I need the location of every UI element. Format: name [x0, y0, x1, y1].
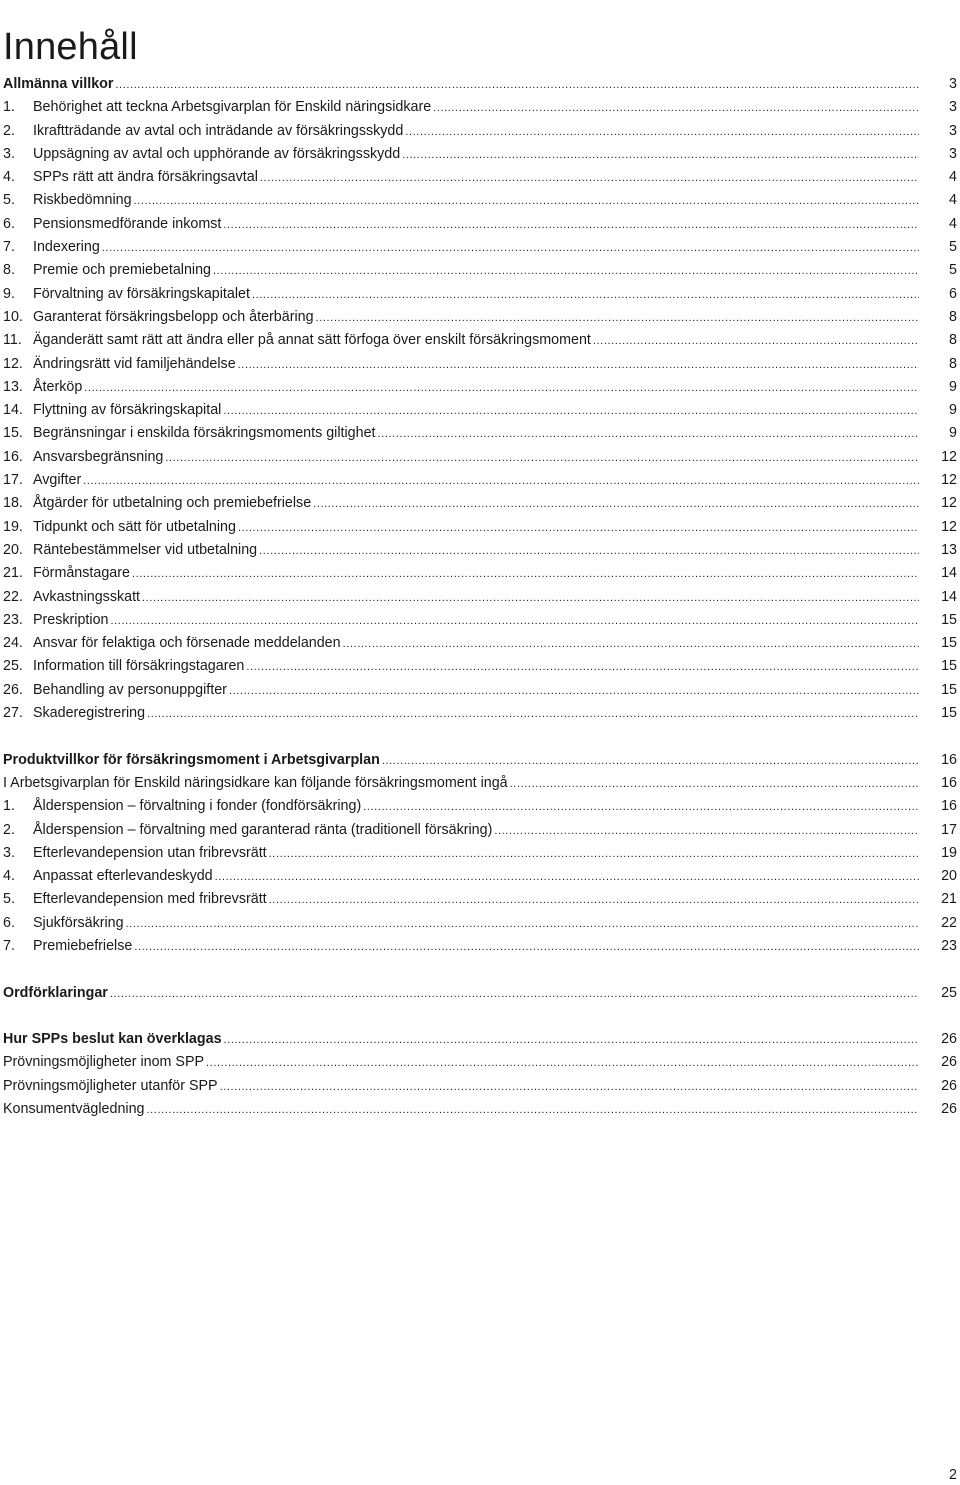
toc-page-number: 17 — [941, 821, 957, 838]
toc-entry-text — [3, 76, 113, 92]
toc-entry-number: 13. — [3, 378, 23, 395]
toc-entry-text — [3, 216, 221, 232]
toc-entry-label: Äganderätt samt rätt att ändra eller på annat sätt förfoga över enskilt försäkringsmoment — [33, 332, 591, 349]
page-number: 2 — [949, 1467, 957, 1483]
toc-entry[interactable] — [3, 356, 957, 379]
dot-leader — [147, 705, 919, 721]
toc-entry[interactable] — [3, 612, 957, 635]
toc-page-number: 5 — [949, 239, 957, 256]
dot-leader — [238, 356, 919, 372]
toc-entry[interactable] — [3, 542, 957, 565]
dot-leader — [433, 99, 919, 115]
dot-leader — [593, 332, 919, 348]
toc-entry[interactable] — [3, 635, 957, 658]
dot-leader — [146, 1101, 919, 1117]
dot-leader — [259, 542, 919, 558]
dot-leader — [378, 425, 919, 441]
dot-leader — [494, 822, 919, 838]
dot-leader — [402, 146, 919, 162]
toc-page-number: 14 — [941, 565, 957, 582]
toc-entry[interactable] — [3, 891, 957, 914]
toc-page-number: 26 — [941, 1054, 957, 1071]
dot-leader — [111, 612, 920, 628]
dot-leader — [229, 682, 919, 698]
toc-entry-label: Prövningsmöjligheter inom SPP — [3, 1054, 205, 1071]
dot-leader — [252, 286, 919, 302]
toc-entry-label: I Arbetsgivarplan för Enskild näringsidkare kan följande försäkringsmoment ingå — [3, 774, 508, 791]
toc-entry-number: 27. — [3, 705, 23, 722]
dot-leader — [134, 938, 919, 954]
toc-entry[interactable] — [3, 286, 957, 309]
toc-entry[interactable] — [3, 1054, 957, 1077]
toc-entry[interactable] — [3, 146, 957, 169]
dot-leader — [405, 123, 919, 139]
toc-entry-label: Preskription — [33, 611, 109, 628]
toc-entry[interactable] — [3, 589, 957, 612]
section-spacer — [3, 1008, 957, 1031]
toc-entry[interactable] — [3, 402, 957, 425]
section-spacer — [3, 728, 957, 751]
toc-entry-text — [3, 658, 244, 674]
toc-page-number: 8 — [949, 332, 957, 349]
toc-entry-label: Avgifter — [33, 472, 82, 489]
toc-entry[interactable] — [3, 798, 957, 821]
toc-entry[interactable] — [3, 99, 957, 122]
toc-entry[interactable] — [3, 239, 957, 262]
toc-entry-text — [3, 99, 431, 115]
dot-leader — [84, 379, 919, 395]
toc-page-number: 6 — [949, 285, 957, 302]
toc-entry[interactable] — [3, 192, 957, 215]
toc-section-heading[interactable] — [3, 752, 957, 775]
toc-entry-text — [3, 1031, 222, 1047]
toc-entry-text — [3, 705, 145, 721]
toc-entry[interactable] — [3, 658, 957, 681]
toc-entry-label: Ändringsrätt vid familjehändelse — [33, 355, 236, 372]
toc-entry-number: 3. — [3, 145, 15, 162]
toc-entry-label: Tidpunkt och sätt för utbetalning — [33, 518, 236, 535]
toc-entry-number: 21. — [3, 565, 23, 582]
toc-entry-number: 1. — [3, 99, 15, 116]
toc-entry-label: Premiebefrielse — [33, 937, 133, 954]
toc-entry[interactable] — [3, 868, 957, 891]
toc-entry-text — [3, 519, 236, 535]
toc-entry-text — [3, 192, 132, 208]
toc-entry[interactable] — [3, 379, 957, 402]
toc-entry-number: 4. — [3, 169, 15, 186]
dot-leader — [220, 1078, 919, 1094]
dot-leader — [238, 519, 919, 535]
toc-section-title: Hur SPPs beslut kan överklagas — [3, 1031, 222, 1048]
toc-entry[interactable] — [3, 775, 957, 798]
toc-entry[interactable] — [3, 915, 957, 938]
toc-entry-number: 26. — [3, 681, 23, 698]
dot-leader — [363, 798, 919, 814]
toc-entry-text — [3, 495, 311, 511]
toc-entry-label: Ansvar för felaktiga och försenade meddelanden — [33, 635, 341, 652]
toc-entry-number: 9. — [3, 285, 15, 302]
toc-section-heading[interactable] — [3, 76, 957, 99]
toc-entry[interactable] — [3, 262, 957, 285]
toc-entry-text — [3, 472, 81, 488]
toc-entry-text — [3, 123, 403, 139]
toc-entry[interactable] — [3, 216, 957, 239]
toc-entry-label: Riskbedömning — [33, 192, 132, 209]
toc-entry[interactable] — [3, 519, 957, 542]
dot-leader — [83, 472, 919, 488]
toc-page-number: 20 — [941, 868, 957, 885]
toc-entry-text — [3, 915, 124, 931]
toc-section-title: Produktvillkor för försäkringsmoment i Arbetsgivarplan — [3, 751, 380, 768]
toc-page-number: 4 — [949, 192, 957, 209]
toc-entry-text — [3, 542, 257, 558]
dot-leader — [313, 495, 919, 511]
toc-entry-text — [3, 402, 221, 418]
dot-leader — [110, 985, 919, 1001]
toc-entry-label: Förvaltning av försäkringskapitalet — [33, 285, 250, 302]
toc-entry-text — [3, 356, 236, 372]
page-title: Innehåll — [3, 26, 138, 69]
toc-page-number: 3 — [949, 122, 957, 139]
toc-page-number: 3 — [949, 99, 957, 116]
toc-page-number: 4 — [949, 215, 957, 232]
toc-page-number: 3 — [949, 145, 957, 162]
toc-page-number: 12 — [941, 518, 957, 535]
toc-entry-number: 17. — [3, 472, 23, 489]
toc-entry-label: SPPs rätt att ändra försäkringsavtal — [33, 169, 258, 186]
toc-entry-text — [3, 1054, 204, 1070]
toc-entry-text — [3, 425, 376, 441]
toc-entry-text — [3, 845, 267, 861]
toc-page-number: 15 — [941, 705, 957, 722]
toc-entry-text — [3, 309, 314, 325]
toc-page-number: 4 — [949, 169, 957, 186]
toc-page-number: 9 — [949, 378, 957, 395]
toc-entry-label: Efterlevandepension utan fribrevsrätt — [33, 844, 267, 861]
toc-entry-label: Anpassat efterlevandeskydd — [33, 868, 213, 885]
toc-entry-text — [3, 612, 109, 628]
toc-entry-number: 10. — [3, 308, 23, 325]
toc-entry-label: Skaderegistrering — [33, 705, 146, 722]
toc-entry-text — [3, 868, 213, 884]
dot-leader — [343, 635, 919, 651]
toc-entry-number: 7. — [3, 239, 15, 256]
dot-leader — [223, 402, 919, 418]
toc-entry-label: Förmånstagare — [33, 565, 130, 582]
toc-page-number: 15 — [941, 611, 957, 628]
toc-entry-text — [3, 589, 140, 605]
toc-section-title: Ordförklaringar — [3, 984, 108, 1001]
toc-entry-number: 7. — [3, 937, 15, 954]
toc-entry-number: 24. — [3, 635, 23, 652]
dot-leader — [142, 589, 919, 605]
toc-entry-text — [3, 565, 130, 581]
dot-leader — [126, 915, 919, 931]
dot-leader — [134, 192, 919, 208]
toc-entry[interactable] — [3, 169, 957, 192]
toc-entry-text — [3, 985, 108, 1001]
toc-entry-number: 22. — [3, 588, 23, 605]
toc-page-number: 12 — [941, 495, 957, 512]
toc-page-number: 15 — [941, 658, 957, 675]
toc-entry-label: Räntebestämmelser vid utbetalning — [33, 541, 258, 558]
toc-entry-label: Behandling av personuppgifter — [33, 681, 227, 698]
toc-page-number: 12 — [941, 472, 957, 489]
toc-entry-text — [3, 938, 132, 954]
toc-entry-number: 14. — [3, 402, 23, 419]
toc-entry-number: 12. — [3, 355, 23, 372]
dot-leader — [316, 309, 919, 325]
dot-leader — [206, 1054, 919, 1070]
toc-entry-text — [3, 1101, 144, 1117]
toc-entry-text — [3, 286, 250, 302]
toc-entry-number: 4. — [3, 868, 15, 885]
toc-entry-label: Prövningsmöjligheter utanför SPP — [3, 1077, 218, 1094]
toc-entry-label: Återköp — [33, 378, 83, 395]
toc-entry-number: 25. — [3, 658, 23, 675]
toc-section-heading[interactable] — [3, 1031, 957, 1054]
toc-section-title: Allmänna villkor — [3, 76, 114, 92]
toc-page-number: 16 — [941, 798, 957, 815]
toc-entry-text — [3, 822, 492, 838]
dot-leader — [213, 262, 919, 278]
toc-entry-label: Indexering — [33, 239, 100, 256]
toc-entry-number: 5. — [3, 891, 15, 908]
toc-page-number: 15 — [941, 635, 957, 652]
toc-entry-label: Premie och premiebetalning — [33, 262, 212, 279]
toc-entry-label: Begränsningar i enskilda försäkringsmoments giltighet — [33, 425, 376, 442]
toc-entry[interactable] — [3, 682, 957, 705]
dot-leader — [165, 449, 919, 465]
toc-entry-text — [3, 146, 400, 162]
toc-entry-label: Ansvarsbegränsning — [33, 448, 164, 465]
toc-page-number: 21 — [941, 891, 957, 908]
toc-entry-text — [3, 752, 380, 768]
toc-entry-number: 8. — [3, 262, 15, 279]
toc-entry[interactable] — [3, 332, 957, 355]
toc-page-number: 19 — [941, 844, 957, 861]
toc-page-number: 9 — [949, 425, 957, 442]
toc-page-number: 3 — [949, 76, 957, 92]
toc-entry-label: Sjukförsäkring — [33, 914, 124, 931]
dot-leader — [510, 775, 919, 791]
toc-entry-number: 3. — [3, 844, 15, 861]
toc-entry[interactable] — [3, 565, 957, 588]
toc-entry-label: Uppsägning av avtal och upphörande av försäkringsskydd — [33, 145, 401, 162]
toc-entry-label: Behörighet att teckna Arbetsgivarplan för Enskild näringsidkare — [33, 99, 432, 116]
toc-entry-text — [3, 239, 100, 255]
toc-entry[interactable] — [3, 123, 957, 146]
dot-leader — [115, 76, 919, 92]
toc-entry-number: 15. — [3, 425, 23, 442]
toc-entry-text — [3, 682, 227, 698]
dot-leader — [269, 891, 919, 907]
dot-leader — [102, 239, 919, 255]
toc-page-number: 13 — [941, 541, 957, 558]
toc-page-number: 25 — [941, 984, 957, 1001]
toc-entry-label: Efterlevandepension med fribrevsrätt — [33, 891, 267, 908]
toc-entry-text — [3, 891, 267, 907]
toc-page-number: 14 — [941, 588, 957, 605]
toc-page-number: 8 — [949, 355, 957, 372]
toc-entry[interactable] — [3, 705, 957, 728]
toc-entry[interactable] — [3, 472, 957, 495]
toc-entry-label: Flyttning av försäkringskapital — [33, 402, 222, 419]
dot-leader — [246, 658, 919, 674]
toc-page-number: 26 — [941, 1101, 957, 1118]
toc-page-number: 9 — [949, 402, 957, 419]
toc-page-number: 16 — [941, 774, 957, 791]
toc-entry-text — [3, 635, 341, 651]
toc-entry-label: Konsumentvägledning — [3, 1101, 145, 1118]
toc-entry-text — [3, 1078, 218, 1094]
toc-page-number: 16 — [941, 751, 957, 768]
toc-entry-number: 23. — [3, 611, 23, 628]
toc-entry[interactable] — [3, 1101, 957, 1124]
toc-page-number: 8 — [949, 308, 957, 325]
toc-entry-number: 18. — [3, 495, 23, 512]
dot-leader — [382, 752, 919, 768]
toc-entry-number: 11. — [3, 332, 22, 349]
toc-entry[interactable] — [3, 822, 957, 845]
toc-entry-number: 1. — [3, 798, 15, 815]
toc-entry-number: 2. — [3, 821, 15, 838]
toc-page-number: 23 — [941, 937, 957, 954]
toc-entry-text — [3, 379, 82, 395]
toc-entry[interactable] — [3, 495, 957, 518]
toc-entry-number: 16. — [3, 448, 23, 465]
toc-entry[interactable] — [3, 845, 957, 868]
toc-entry-label: Ålderspension – förvaltning med garanterad ränta (traditionell försäkring) — [33, 821, 493, 838]
toc-entry-text — [3, 169, 258, 185]
toc-entry-label: Information till försäkringstagaren — [33, 658, 245, 675]
toc-page-number: 26 — [941, 1031, 957, 1048]
toc-entry-number: 6. — [3, 914, 15, 931]
dot-leader — [215, 868, 919, 884]
toc-entry-label: Ålderspension – förvaltning i fonder (fondförsäkring) — [33, 798, 362, 815]
toc-entry-number: 6. — [3, 215, 15, 232]
toc-entry-number: 19. — [3, 518, 23, 535]
dot-leader — [223, 216, 919, 232]
toc-entry-text — [3, 449, 163, 465]
dot-leader — [260, 169, 919, 185]
toc-entry[interactable] — [3, 449, 957, 472]
table-of-contents — [3, 76, 957, 1124]
toc-entry-text — [3, 775, 508, 791]
toc-entry-number: 20. — [3, 541, 23, 558]
toc-section-heading[interactable] — [3, 985, 957, 1008]
toc-page-number: 12 — [941, 448, 957, 465]
toc-entry-label: Åtgärder för utbetalning och premiebefrielse — [33, 495, 312, 512]
toc-page-number: 22 — [941, 914, 957, 931]
toc-page-number: 26 — [941, 1077, 957, 1094]
dot-leader — [132, 565, 919, 581]
toc-entry-label: Pensionsmedförande inkomst — [33, 215, 222, 232]
section-spacer — [3, 961, 957, 984]
toc-entry[interactable] — [3, 425, 957, 448]
toc-page-number: 15 — [941, 681, 957, 698]
toc-entry-text — [3, 798, 361, 814]
toc-entry-label: Ikraftträdande av avtal och inträdande av försäkringsskydd — [33, 122, 404, 139]
toc-entry[interactable] — [3, 309, 957, 332]
toc-entry-text — [3, 332, 591, 348]
toc-entry-label: Avkastningsskatt — [33, 588, 141, 605]
toc-page-number: 5 — [949, 262, 957, 279]
toc-entry-text — [3, 262, 211, 278]
toc-entry-number: 2. — [3, 122, 15, 139]
toc-entry-number: 5. — [3, 192, 15, 209]
dot-leader — [224, 1031, 919, 1047]
toc-entry-label: Garanterat försäkringsbelopp och återbäring — [33, 308, 314, 325]
dot-leader — [269, 845, 919, 861]
toc-entry[interactable] — [3, 1078, 957, 1101]
toc-entry[interactable] — [3, 938, 957, 961]
